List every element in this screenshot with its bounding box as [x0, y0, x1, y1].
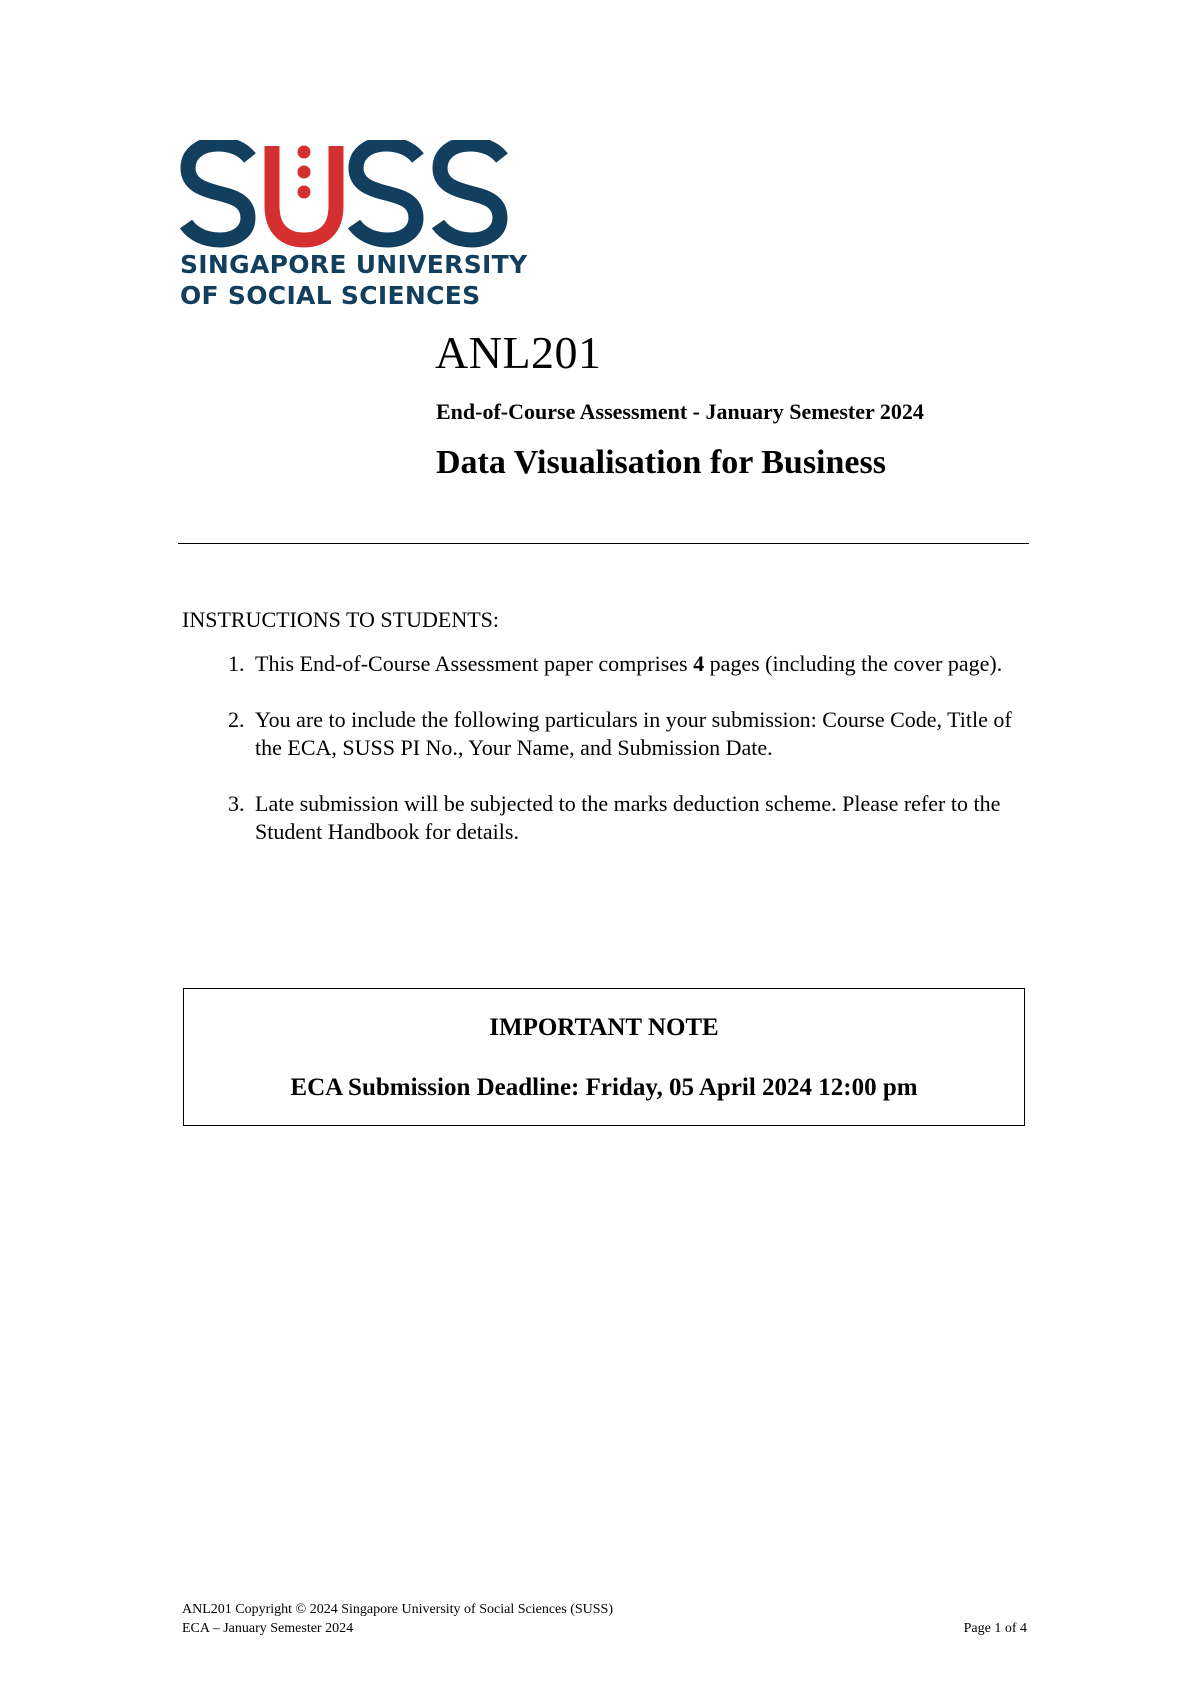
suss-logo — [180, 140, 528, 315]
horizontal-divider — [178, 543, 1029, 544]
instruction-number: 3. — [228, 791, 245, 816]
course-title: Data Visualisation for Business — [436, 444, 886, 481]
instructions-heading: INSTRUCTIONS TO STUDENTS: — [182, 607, 499, 632]
instruction-text: Late submission will be subjected to the marks deduction scheme. Please refer to the Student Handbook for details. — [255, 791, 1001, 844]
instruction-number: 2. — [228, 707, 245, 732]
page-count: 4 — [693, 651, 705, 676]
instruction-item-3 — [182, 790, 1032, 846]
instruction-item-1 — [182, 650, 1032, 678]
instruction-number: 1. — [228, 651, 245, 676]
logo-university-line2: OF SOCIAL SCIENCES — [180, 281, 481, 310]
logo-university-line1: SINGAPORE UNIVERSITY — [180, 250, 528, 279]
footer-page-number: Page 1 of 4 — [963, 1621, 1027, 1636]
important-note-title: IMPORTANT NOTE — [489, 1014, 719, 1041]
suss-wordmark — [180, 140, 510, 250]
submission-deadline: ECA Submission Deadline: Friday, 05 April 2024 12:00 pm — [290, 1074, 918, 1101]
footer-semester: ECA – January Semester 2024 — [182, 1621, 354, 1636]
footer-copyright: ANL201 Copyright © 2024 Singapore University of Social Sciences (SUSS) — [182, 1602, 613, 1617]
instruction-text: This End-of-Course Assessment paper comprises 4 pages (including the cover page). — [255, 651, 1003, 676]
important-note-box — [183, 988, 1025, 1126]
course-code: ANL201 — [435, 327, 602, 378]
assessment-subtitle: End-of-Course Assessment - January Semester 2024 — [436, 399, 924, 424]
instruction-text: You are to include the following particulars in your submission: Course Code, Title of the ECA, SUSS PI No., Your Name, and Submission Date. — [255, 707, 1012, 760]
page-footer — [182, 1600, 1027, 1638]
instruction-item-2 — [182, 706, 1032, 762]
instructions-list — [182, 650, 1032, 874]
